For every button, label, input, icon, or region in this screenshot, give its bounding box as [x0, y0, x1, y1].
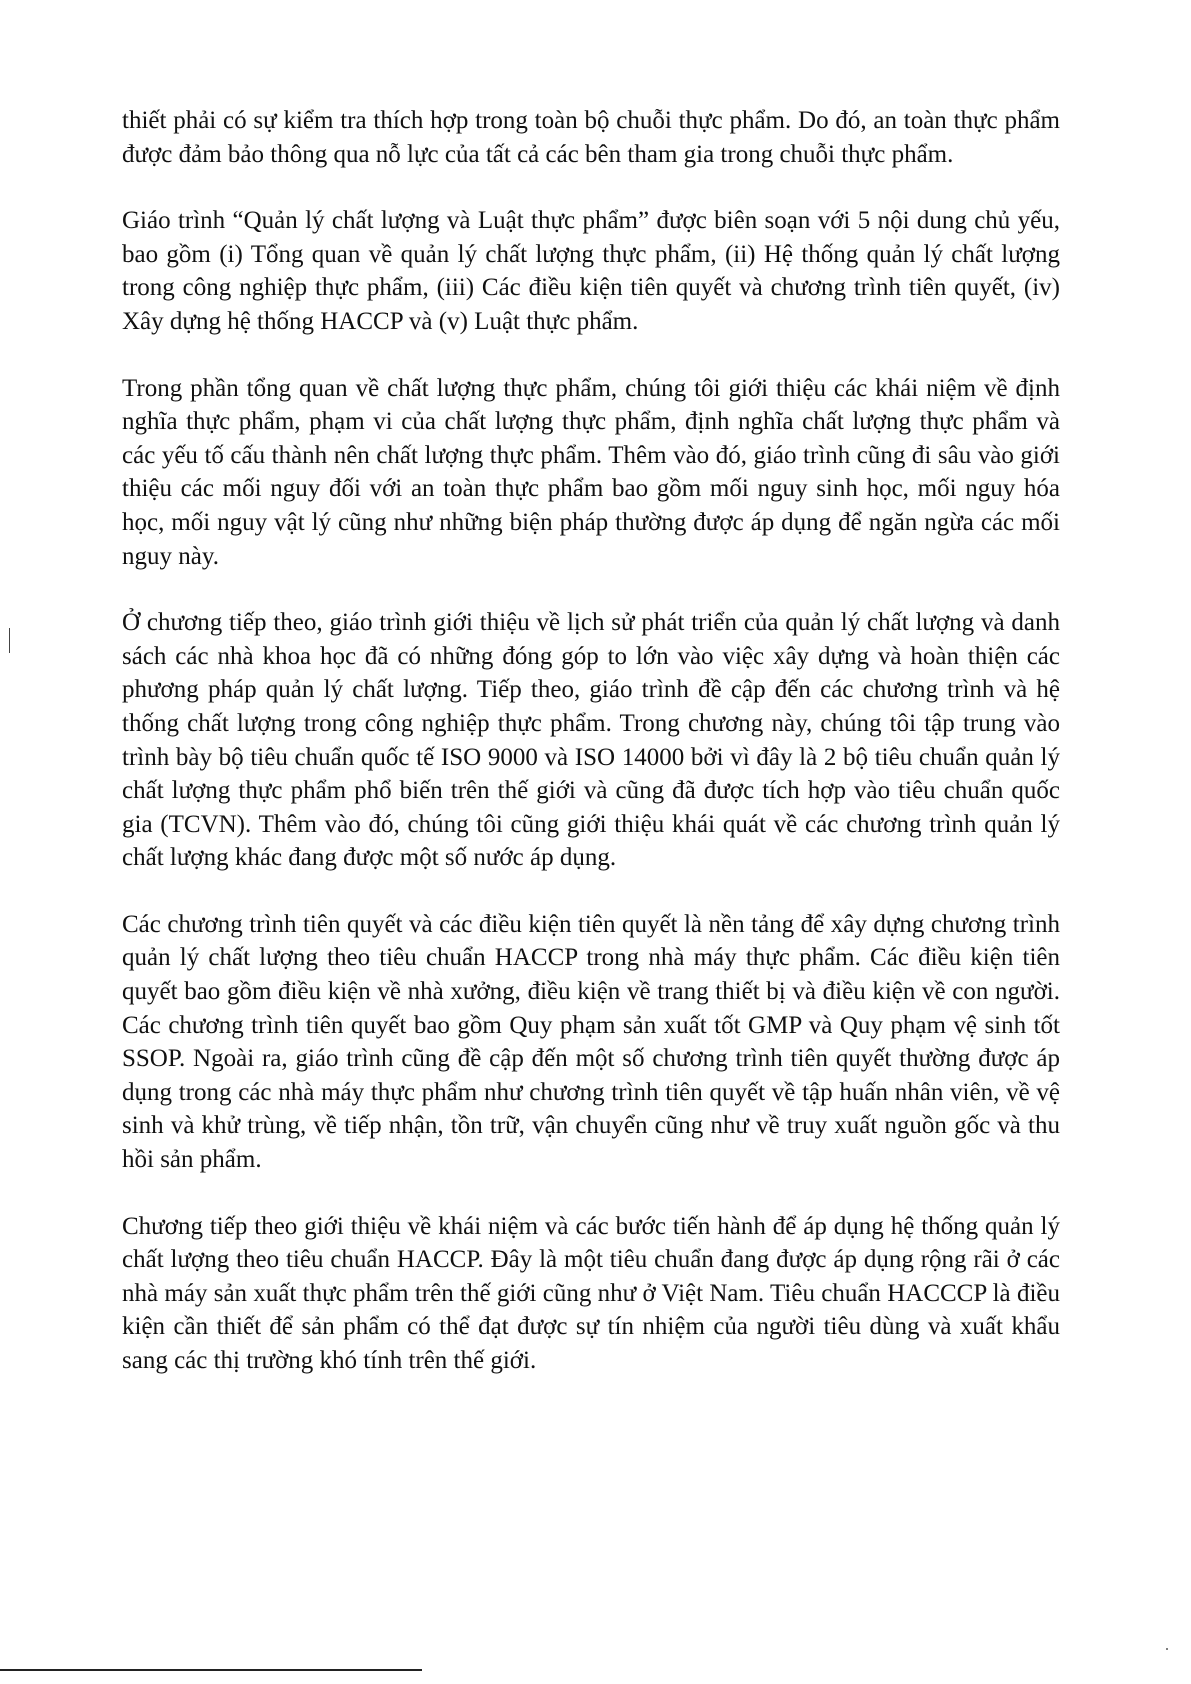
margin-mark	[9, 628, 10, 653]
paragraph-6: Chương tiếp theo giới thiệu về khái niệm và các bước tiến hành để áp dụng hệ thống quản lý chất lượng theo tiêu chuẩn HACCP. Đây là một tiêu chuẩn đang được áp dụng rộng rãi ở các nhà máy sản xuất thực phẩm trên thế giới cũng như ở Việt Nam. Tiêu chuẩn HACCCP là điều kiện cần thiết để sản phẩm có thể đạt được sự tín nhiệm của người tiêu dùng và xuất khẩu sang các thị trường khó tính trên thế giới.	[122, 1212, 1060, 1374]
body-text	[122, 104, 1060, 1378]
scan-speck	[1166, 1648, 1168, 1650]
footnote-rule	[0, 1669, 422, 1671]
paragraph-5: Các chương trình tiên quyết và các điều kiện tiên quyết là nền tảng để xây dựng chương trình quản lý chất lượng theo tiêu chuẩn HACCP trong nhà máy thực phẩm. Các điều kiện tiên quyết bao gồm điều kiện về nhà xưởng, điều kiện về trang thiết bị và điều kiện về con người. Các chương trình tiên quyết bao gồm Quy phạm sản xuất tốt GMP và Quy phạm vệ sinh tốt SSOP. Ngoài ra, giáo trình cũng đề cập đến một số chương trình tiên quyết thường được áp dụng trong các nhà máy thực phẩm như chương trình tiên quyết về tập huấn nhân viên, về vệ sinh và khử trùng, về tiếp nhận, tồn trữ, vận chuyển cũng như về truy xuất nguồn gốc và thu hồi sản phẩm.	[122, 910, 1060, 1174]
paragraph-3: Trong phần tổng quan về chất lượng thực phẩm, chúng tôi giới thiệu các khái niệm về định nghĩa thực phẩm, phạm vi của chất lượng thực phẩm, định nghĩa chất lượng thực phẩm và các yếu tố cấu thành nên chất lượng thực phẩm. Thêm vào đó, giáo trình cũng đi sâu vào giới thiệu các mối nguy đối với an toàn thực phẩm bao gồm mối nguy sinh học, mối nguy hóa học, mối nguy vật lý cũng như những biện pháp thường được áp dụng để ngăn ngừa các mối nguy này.	[122, 374, 1060, 570]
paragraph-2: Giáo trình “Quản lý chất lượng và Luật thực phẩm” được biên soạn với 5 nội dung chủ yếu, bao gồm (i) Tổng quan về quản lý chất lượng thực phẩm, (ii) Hệ thống quản lý chất lượng trong công nghiệp thực phẩm, (iii) Các điều kiện tiên quyết và chương trình tiên quyết, (iv) Xây dựng hệ thống HACCP và (v) Luật thực phẩm.	[122, 207, 1060, 335]
paragraph-4: Ở chương tiếp theo, giáo trình giới thiệu về lịch sử phát triển của quản lý chất lượng và danh sách các nhà khoa học đã có những đóng góp to lớn vào việc xây dựng và hoàn thiện các phương pháp quản lý chất lượng. Tiếp theo, giáo trình đề cập đến các chương trình và hệ thống chất lượng trong công nghiệp thực phẩm. Trong chương này, chúng tôi tập trung vào trình bày bộ tiêu chuẩn quốc tế ISO 9000 và ISO 14000 bởi vì đây là 2 bộ tiêu chuẩn quản lý chất lượng thực phẩm phổ biến trên thế giới và cũng đã được tích hợp vào tiêu chuẩn quốc gia (TCVN). Thêm vào đó, chúng tôi cũng giới thiệu khái quát về các chương trình quản lý chất lượng khác đang được một số nước áp dụng.	[122, 609, 1060, 872]
paragraph-1: thiết phải có sự kiểm tra thích hợp trong toàn bộ chuỗi thực phẩm. Do đó, an toàn thực phẩm được đảm bảo thông qua nỗ lực của tất cả các bên tham gia trong chuỗi thực phẩm.	[122, 107, 1060, 168]
